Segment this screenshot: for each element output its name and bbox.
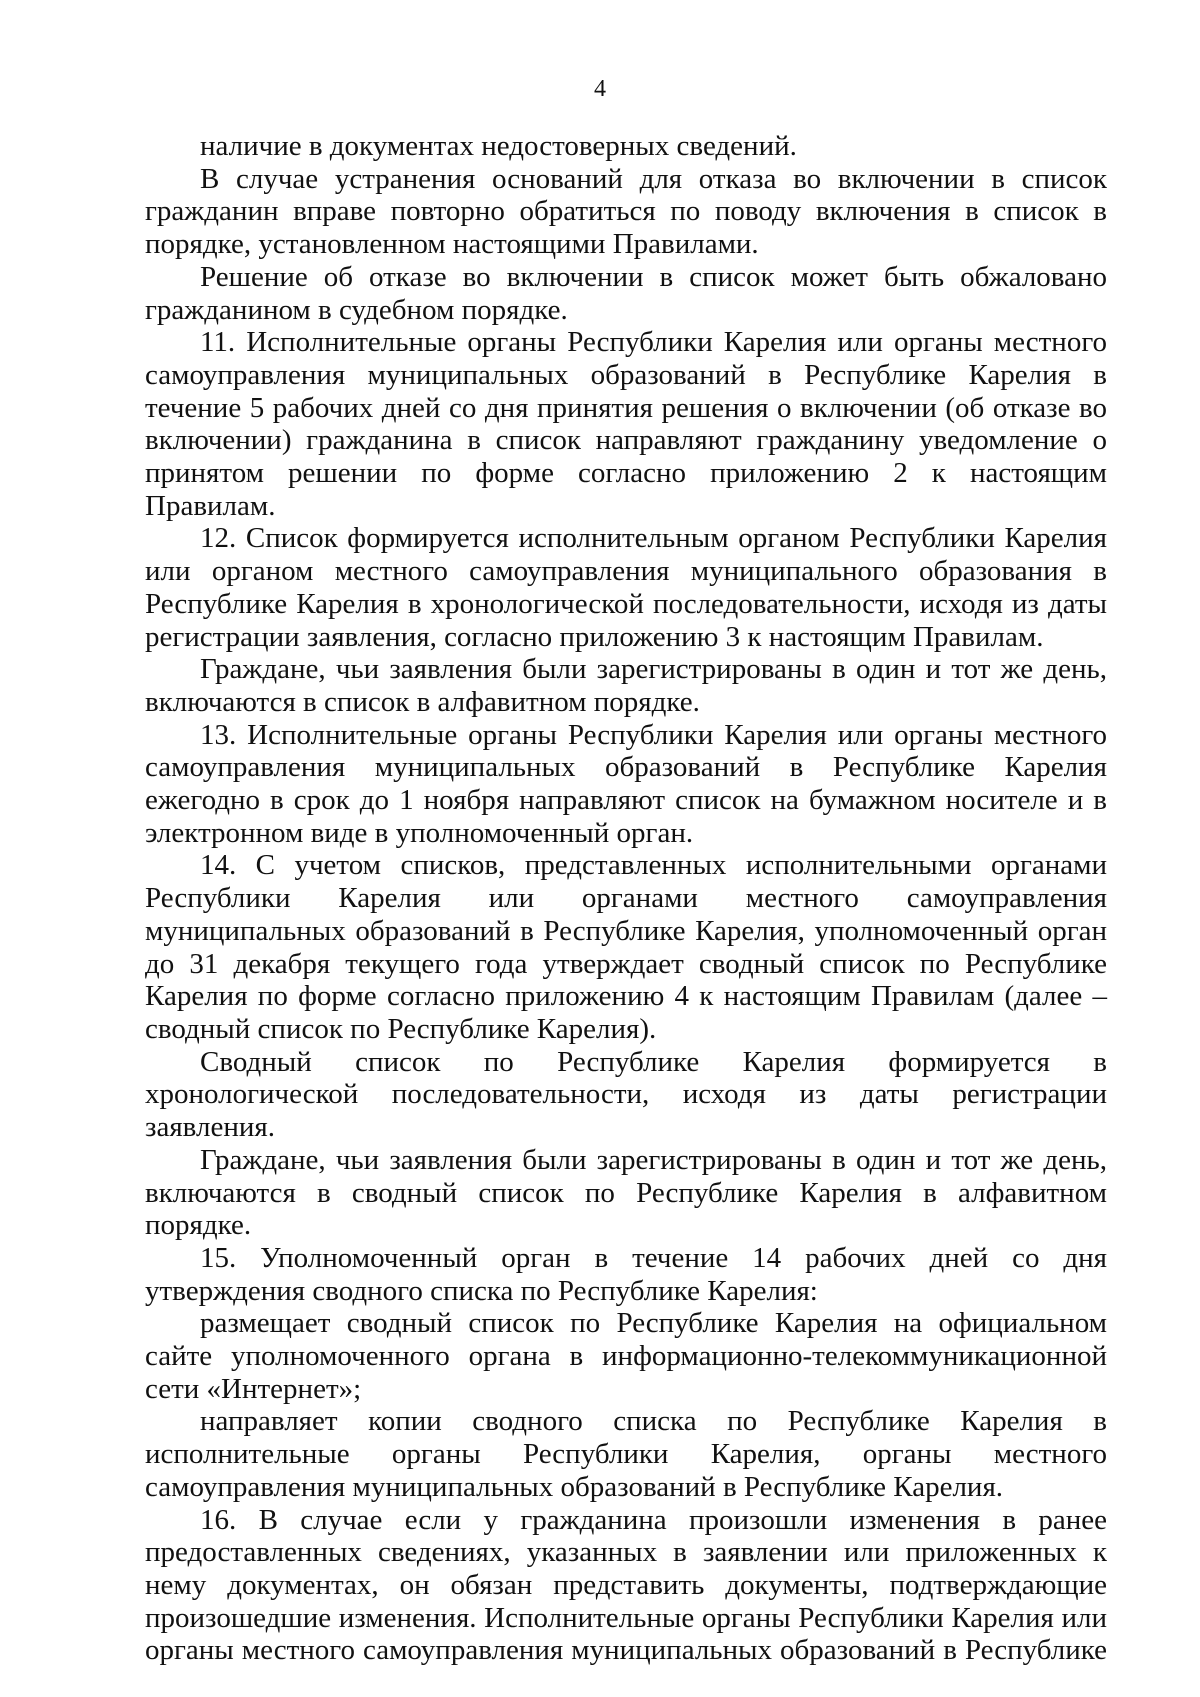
paragraph: Сводный список по Республике Карелия формируется в хронологической последовательности, исходя из даты регистрации заявления. (145, 1045, 1107, 1144)
paragraph: Граждане, чьи заявления были зарегистрированы в один и тот же день, включаются в сводный список по Республике Карелия в алфавитном порядке. (145, 1143, 1107, 1242)
paragraph: Граждане, чьи заявления были зарегистрированы в один и тот же день, включаются в список в алфавитном порядке. (145, 653, 1107, 718)
paragraph: направляет копии сводного списка по Республике Карелия в исполнительные органы Республики Карелия, органы местного самоуправления муниципальных образований в Республике Карелия. (145, 1405, 1107, 1503)
paragraph: 14. С учетом списков, представленных исполнительными органами Республики Карелия или органами местного самоуправления муниципальных образований в Республике Карелия, уполномоченный орган до 31 декабря текущего года утверждает сводный список по Республике Карелия по форме согласно приложению 4 к настоящим Правилам (далее – сводный список по Республике Карелия). (145, 849, 1107, 1045)
document-body (145, 130, 1107, 1667)
paragraph: 16. В случае если у гражданина произошли изменения в ранее предоставленных сведениях, указанных в заявлении или приложенных к нему документах, он обязан представить документы, подтверждающие произошедшие изменения. Исполнительные органы Республики Карелия или органы местного самоуправления муниципальных образований в Республике (145, 1503, 1107, 1667)
paragraph: Решение об отказе во включении в список может быть обжаловано гражданином в судебном порядке. (145, 260, 1107, 326)
paragraph: В случае устранения оснований для отказа во включении в список гражданин вправе повторно обратиться по поводу включения в список в порядке, установленном настоящими Правилами. (145, 162, 1107, 261)
paragraph: 11. Исполнительные органы Республики Карелия или органы местного самоуправления муниципальных образований в Республике Карелия в течение 5 рабочих дней со дня принятия решения о включении (об отказе во включении) гражданина в список направляют гражданину уведомление о принятом решении по форме согласно приложению 2 к настоящим Правилам. (145, 326, 1107, 522)
paragraph: 13. Исполнительные органы Республики Карелия или органы местного самоуправления муниципальных образований в Республике Карелия ежегодно в срок до 1 ноября направляют список на бумажном носителе и в электронном виде в уполномоченный орган. (145, 718, 1107, 849)
paragraph: 15. Уполномоченный орган в течение 14 рабочих дней со дня утверждения сводного списка по Республике Карелия: (145, 1241, 1107, 1307)
paragraph: 12. Список формируется исполнительным органом Республики Карелия или органом местного самоуправления муниципального образования в Республике Карелия в хронологической последовательности, исходя из даты регистрации заявления, согласно приложению 3 к настоящим Правилам. (145, 522, 1107, 653)
paragraph: размещает сводный список по Республике Карелия на официальном сайте уполномоченного органа в информационно-телекоммуникационной сети «Интернет»; (145, 1307, 1107, 1405)
paragraph: наличие в документах недостоверных сведений. (200, 130, 797, 162)
page-number: 4 (594, 76, 606, 102)
